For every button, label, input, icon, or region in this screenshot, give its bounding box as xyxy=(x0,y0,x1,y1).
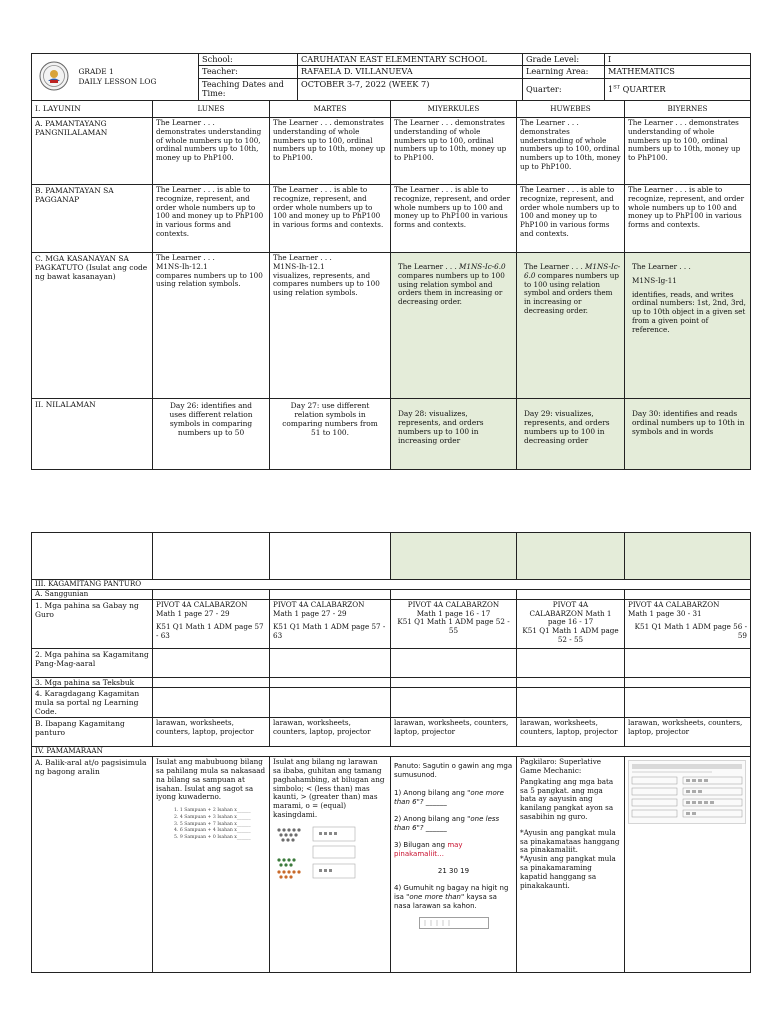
lesson-log-table-part-1 xyxy=(31,100,751,470)
performance-standard-lunes: The Learner . . . is able to recognize, represent, and order whole numbers up to 100 and money up to PhP100 in various forms and contexts. xyxy=(153,185,270,253)
competency-martes xyxy=(270,253,391,399)
learning-area-value: MATHEMATICS xyxy=(605,66,751,78)
learner-intro: The Learner . . . xyxy=(156,253,215,262)
competency-text: identifies, reads, and writes ordinal numbers: 1st, 2nd, 3rd, up to 10th object in a given set from a given point of reference. xyxy=(632,289,746,334)
reference-line-1: PIVOT 4A CALABARZON xyxy=(407,599,500,609)
continued-blank-miyerkules xyxy=(391,533,517,580)
content-miyerkules: Day 28: visualizes, represents, and orders numbers up to 100 in increasing order xyxy=(391,399,517,470)
competency-biyernes xyxy=(625,253,751,399)
ibapang-kagamitan-label: B. Ibapang Kagamitang panturo xyxy=(32,718,153,747)
sanggunian-label: A. Sanggunian xyxy=(32,590,153,600)
content-lunes: Day 26: identifies and uses different relation symbols in comparing numbers up to 50 xyxy=(153,399,270,470)
performance-standard-biyernes: The Learner . . . is able to recognize, represent, and order whole numbers up to 100 and money up to PhP100 in various forms and contexts. xyxy=(625,185,751,253)
teksbuk-label: 3. Mga pahina sa Teksbuk xyxy=(32,677,153,687)
competency-code: M1NS-Ih-12.1 xyxy=(156,261,208,271)
other-materials-martes: larawan, worksheets, counters, laptop, projector xyxy=(270,718,391,747)
performance-standard-huwebes: The Learner . . . is able to recognize, represent, and order whole numbers up to 100 and money up to PhP100 in various forms and contexts. xyxy=(517,185,625,253)
kasanayan-label: C. MGA KASANAYAN SA PAGKATUTO (Isulat ang code ng bawat kasanayan) xyxy=(32,253,153,399)
continued-blank-biyernes xyxy=(625,533,751,580)
reference-line-3: K51 Q1 Math 1 ADM page 57 - 63 xyxy=(156,622,264,641)
list-item: 5. 9 Sampuan + 0 Isahan x______ xyxy=(174,834,251,840)
layunin-heading: I. LAYUNIN xyxy=(32,101,153,118)
karagdagang-kagamitan-label: 4. Karagdagang Kagamitan mula sa portal ng Learning Code. xyxy=(32,687,153,717)
school-label: School: xyxy=(199,54,298,66)
competency-code: M1NS-Ig-11 xyxy=(632,275,677,285)
competency-lunes xyxy=(153,253,270,399)
day-header-martes: MARTES xyxy=(270,101,391,118)
sanggunian-martes xyxy=(270,590,391,600)
quarter-number: 1 xyxy=(608,83,614,94)
review-huwebes xyxy=(517,757,625,973)
additional-materials-huwebes xyxy=(517,687,625,717)
competency-text: compares numbers up to 100 using relation symbol and orders them in increasing or decreasing order. xyxy=(398,270,505,307)
drawing-box-illustration xyxy=(419,917,489,929)
additional-materials-martes xyxy=(270,687,391,717)
reference-line-3: K51 Q1 Math 1 ADM page 52 - 55 xyxy=(522,626,619,644)
reference-line-3: K51 Q1 Math 1 ADM page 57 - 63 xyxy=(273,622,386,641)
place-value-list xyxy=(174,808,266,841)
review-instructions: Panuto: Sagutin o gawin ang mga sumusunod. xyxy=(394,762,513,780)
competency-miyerkules xyxy=(391,253,517,399)
dates-label: Teaching Dates and Time: xyxy=(199,78,298,100)
teacher-guide-biyernes xyxy=(625,599,751,648)
reference-line-2: Math 1 page 30 - 31 xyxy=(628,608,702,618)
sanggunian-huwebes xyxy=(517,590,625,600)
content-standard-lunes: The Learner . . . demonstrates understanding of whole numbers up to 100, ordinal numbers up to 10th, money up to PhP100. xyxy=(153,118,270,185)
reference-line-1: PIVOT 4A xyxy=(552,599,589,609)
review-lunes xyxy=(153,757,270,973)
content-standard-miyerkules: The Learner . . . demonstrates understanding of whole numbers up to 100, ordinal numbers up to 10th, money up to PhP100. xyxy=(391,118,517,185)
pamamaraan-heading: IV. PAMAMARAAN xyxy=(32,747,751,757)
review-martes xyxy=(270,757,391,973)
learner-materials-huwebes xyxy=(517,648,625,677)
question-2: 2) Anong bilang ang "one less than 6"? ______ xyxy=(394,814,500,832)
learning-area-label: Learning Area: xyxy=(523,66,605,78)
day-header-lunes: LUNES xyxy=(153,101,270,118)
continued-blank-huwebes xyxy=(517,533,625,580)
performance-standard-miyerkules: The Learner . . . is able to recognize, represent, and order whole numbers up to 100 and money up to PhP100 in various forms and contexts. xyxy=(391,185,517,253)
content-huwebes: Day 29: visualizes, represents, and orders numbers up to 100 in decreasing order xyxy=(517,399,625,470)
other-materials-lunes: larawan, worksheets, counters, laptop, projector xyxy=(153,718,270,747)
teacher-guide-lunes xyxy=(153,599,270,648)
quarter-label: Quarter: xyxy=(523,78,605,100)
review-instructions: Isulat ang mabubuong bilang sa pahilang mula sa nakasaad na bilang sa sampuan at isahan. Isulat ang sagot sa iyong kuwaderno. xyxy=(156,757,266,802)
reference-line-3: K51 Q1 Math 1 ADM page 56 - 59 xyxy=(634,622,747,641)
question-3: 3) Bilugan ang may pinakamaliit… xyxy=(394,840,463,858)
teacher-guide-huwebes xyxy=(517,599,625,648)
list-item: 1. 1 Sampuan + 2 Isahan x______ xyxy=(174,808,251,814)
reference-line-1: PIVOT 4A CALABARZON xyxy=(273,599,365,609)
day-header-biyernes: BIYERNES xyxy=(625,101,751,118)
content-standard-biyernes: The Learner . . . demonstrates understanding of whole numbers up to 100, ordinal numbers up to 10th, money up to PhP100. xyxy=(625,118,751,185)
log-title-cell xyxy=(76,54,199,101)
continued-blank-lunes xyxy=(153,533,270,580)
reference-line-2: Math 1 page 16 - 17 xyxy=(416,608,491,618)
other-materials-biyernes: larawan, worksheets, counters, laptop, projector xyxy=(625,718,751,747)
competency-code: M1NS-Ic-6.0 xyxy=(459,262,506,271)
teacher-label: Teacher: xyxy=(199,66,298,78)
learner-materials-biyernes xyxy=(625,648,751,677)
textbook-martes xyxy=(270,677,391,687)
performance-standard-martes: The Learner . . . is able to recognize, represent, and order whole numbers up to 100 and money up to PhP100 in various forms and contexts. xyxy=(270,185,391,253)
quarter-suffix: ST xyxy=(613,83,620,90)
header-table xyxy=(31,53,751,101)
reference-line-3: K51 Q1 Math 1 ADM page 52 - 55 xyxy=(397,617,510,636)
learner-materials-lunes xyxy=(153,648,270,677)
nilalaman-label: II. NILALAMAN xyxy=(32,399,153,470)
competency-text: visualizes, represents, and compares numbers up to 100 using relation symbols. xyxy=(273,270,380,298)
grade-title: GRADE 1 xyxy=(78,66,114,76)
game-step-2: *Ayusin ang pangkat mula sa pinakamaraming kapatid hanggang sa pinakakaunti. xyxy=(520,854,616,890)
reference-line-2: Math 1 page 27 - 29 xyxy=(273,608,347,618)
learner-materials-miyerkules xyxy=(391,648,517,677)
other-materials-huwebes: larawan, worksheets, counters, laptop, projector xyxy=(517,718,625,747)
additional-materials-lunes xyxy=(153,687,270,717)
deped-logo-cell xyxy=(32,54,76,101)
learner-intro: The Learner . . . xyxy=(398,262,460,271)
textbook-miyerkules xyxy=(391,677,517,687)
quarter-word: QUARTER xyxy=(619,83,666,94)
competency-text: compares numbers up to 100 using relation symbol and orders them in increasing or decreasing order. xyxy=(524,270,620,315)
review-instructions: Isulat ang bilang ng larawan sa ibaba, guhitan ang tamang paghahambing, at bilugan ang simbolo; < (less than) mas kaunti, > (greater than) mas marami, o = (equal) kasingdami. xyxy=(273,757,385,820)
content-martes: Day 27: use different relation symbols in comparing numbers from 51 to 100. xyxy=(270,399,391,470)
balik-aral-label: A. Balik-aral at/o pagsisimula ng bagong aralin xyxy=(32,757,153,973)
sanggunian-miyerkules xyxy=(391,590,517,600)
kagamitang-mag-aaral-label: 2. Mga pahina sa Kagamitang Pang-Mag-aaral xyxy=(32,648,153,677)
ordinal-worksheet-image xyxy=(628,760,746,824)
day-header-miyerkules: MIYERKULES xyxy=(391,101,517,118)
review-biyernes xyxy=(625,757,751,973)
sanggunian-biyernes xyxy=(625,590,751,600)
list-item: 2. 4 Sampuan + 3 Isahan x______ xyxy=(174,814,251,820)
kagamitang-panturo-heading: III. KAGAMITANG PANTURO xyxy=(32,580,751,590)
learner-intro: The Learner . . . xyxy=(524,262,586,271)
reference-line-2: CALABARZON Math 1 page 16 - 17 xyxy=(529,608,612,627)
competency-text: compares numbers up to 100 using relation symbols. xyxy=(156,270,263,289)
learner-materials-martes xyxy=(270,648,391,677)
list-item: 3. 5 Sampuan + 7 Isahan x______ xyxy=(174,821,251,827)
learner-intro: The Learner . . . xyxy=(632,262,691,271)
deped-seal-icon xyxy=(39,61,69,91)
reference-line-1: PIVOT 4A CALABARZON xyxy=(628,599,720,609)
sanggunian-lunes xyxy=(153,590,270,600)
competency-code: M1NS-Ih-12.1 xyxy=(273,261,325,271)
list-item: 4. 6 Sampuan + 4 Isahan x______ xyxy=(174,828,251,834)
question-3-numbers: 21 30 19 xyxy=(437,867,470,876)
pamantayan-pagganap-label: B. PAMANTAYAN SA PAGGANAP xyxy=(32,185,153,253)
question-4: 4) Gumuhit ng bagay na higit ng isa "one more than" kaysa sa nasa larawan sa kahon. xyxy=(394,884,509,911)
grade-level-label: Grade Level: xyxy=(523,54,605,66)
textbook-lunes xyxy=(153,677,270,687)
content-standard-martes: The Learner . . . demonstrates understanding of whole numbers up to 100, ordinal numbers up to 10th, money up to PhP100. xyxy=(270,118,391,185)
daily-lesson-log-title: DAILY LESSON LOG xyxy=(78,76,157,86)
content-standard-huwebes: The Learner . . . demonstrates understanding of whole numbers up to 100, ordinal numbers up to 10th, money up to PhP100. xyxy=(517,118,625,185)
school-value: CARUHATAN EAST ELEMENTARY SCHOOL xyxy=(298,54,523,66)
counting-pictures-illustration xyxy=(273,824,373,882)
additional-materials-biyernes xyxy=(625,687,751,717)
game-step-1: *Ayusin ang pangkat mula sa pinakamataas hanggang sa pinakamaliit. xyxy=(520,827,620,855)
day-header-huwebes: HUWEBES xyxy=(517,101,625,118)
content-biyernes: Day 30: identifies and reads ordinal numbers up to 10th in symbols and in words xyxy=(625,399,751,470)
textbook-huwebes xyxy=(517,677,625,687)
teacher-value: RAFAELA D. VILLANUEVA xyxy=(298,66,523,78)
dates-value: OCTOBER 3-7, 2022 (WEEK 7) xyxy=(298,78,523,100)
gabay-guro-label: 1. Mga pahina sa Gabay ng Guro xyxy=(32,599,153,648)
continued-blank-martes xyxy=(270,533,391,580)
learner-intro: The Learner . . . xyxy=(273,253,332,262)
continued-blank-label xyxy=(32,533,153,580)
reference-line-2: Math 1 page 27 - 29 xyxy=(156,608,230,618)
question-1: 1) Anong bilang ang "one more than 6"? ______ xyxy=(394,788,504,806)
grade-level-value: I xyxy=(605,54,751,66)
textbook-biyernes xyxy=(625,677,751,687)
teacher-guide-martes xyxy=(270,599,391,648)
quarter-value xyxy=(605,78,751,100)
competency-code: M1NS-Ic-6.0 xyxy=(524,262,621,280)
lesson-log-table-part-2 xyxy=(31,532,751,973)
game-instructions: Pangkating ang mga bata sa 5 pangkat. ang mga bata ay aayusin ang kanilang pangkat ayon sa sasabihin ng guro. xyxy=(520,776,614,822)
additional-materials-miyerkules xyxy=(391,687,517,717)
pamantayang-nilalaman-label: A. PAMANTAYANG PANGNILALAMAN xyxy=(32,118,153,185)
other-materials-miyerkules: larawan, worksheets, counters, laptop, projector xyxy=(391,718,517,747)
reference-line-1: PIVOT 4A CALABARZON xyxy=(156,599,248,609)
review-miyerkules xyxy=(391,757,517,973)
competency-huwebes xyxy=(517,253,625,399)
teacher-guide-miyerkules xyxy=(391,599,517,648)
game-title: Pagkilaro: Superlative Game Mechanic: xyxy=(520,757,602,776)
